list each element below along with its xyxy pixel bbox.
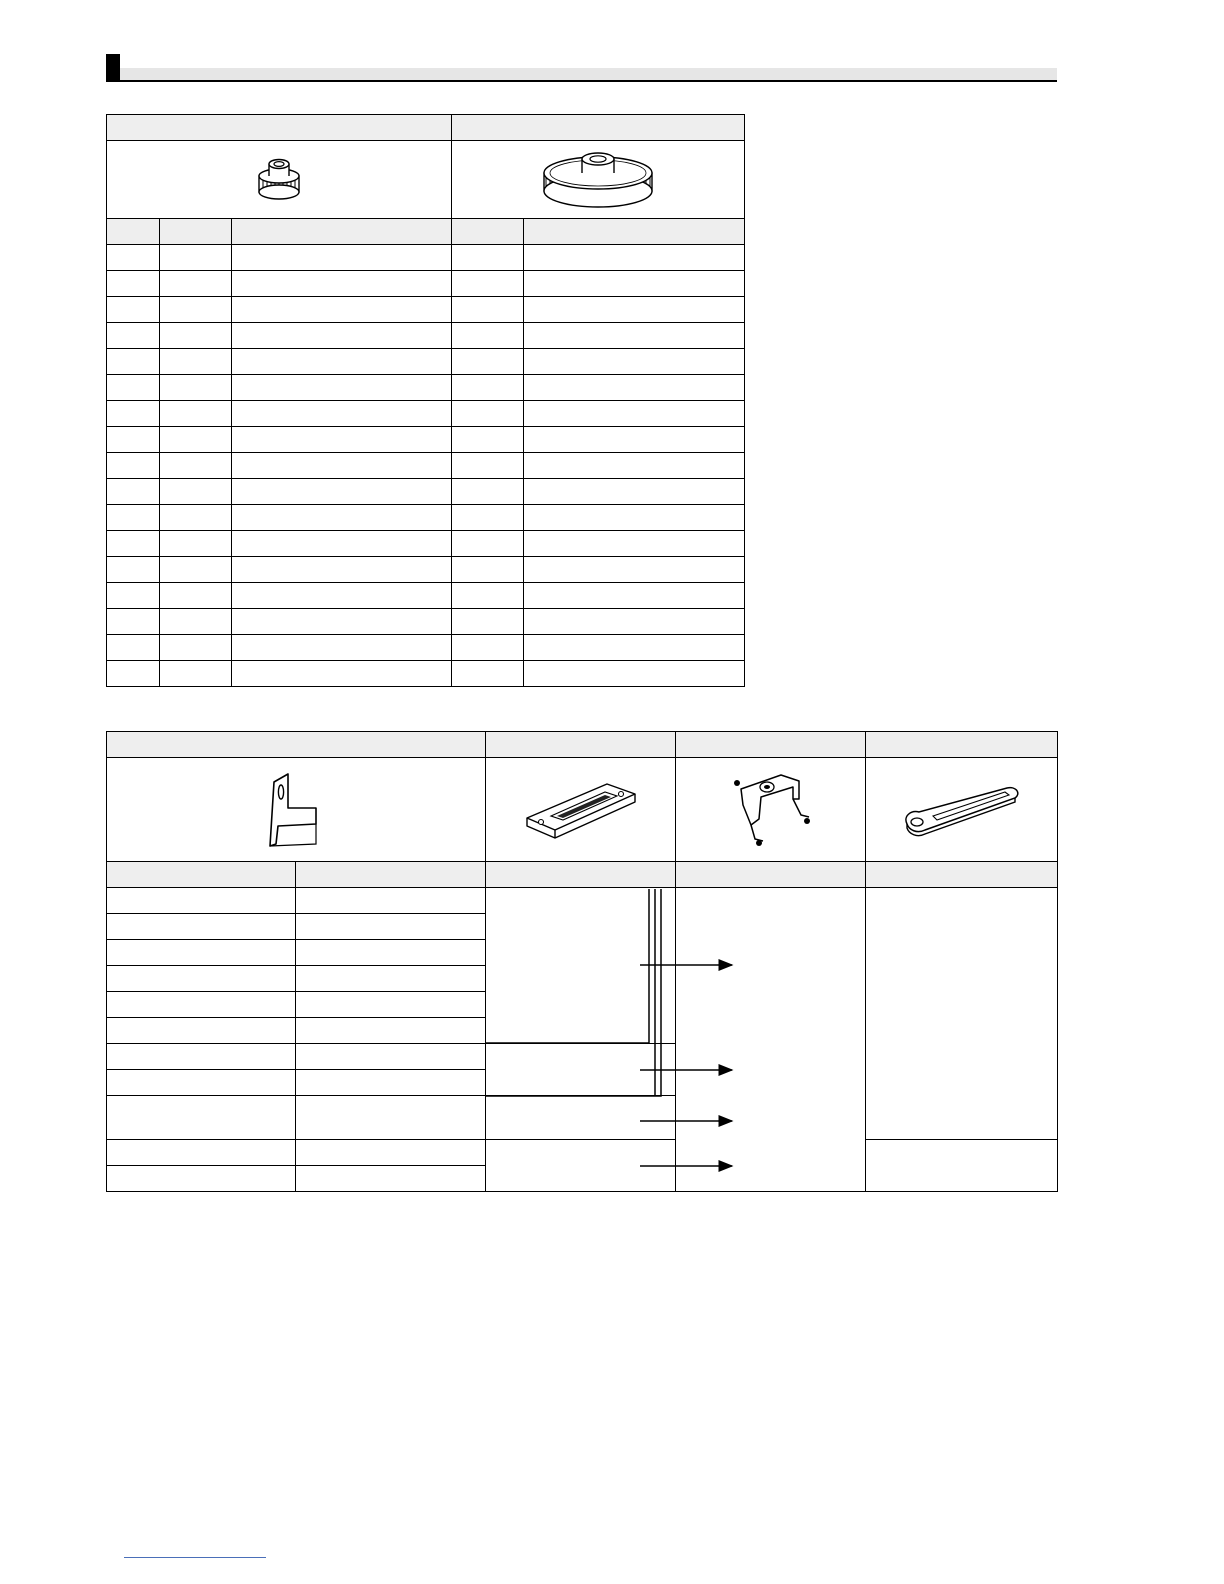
- plate-group-3: [486, 1096, 676, 1140]
- gear-row-14-col-2: [160, 583, 232, 609]
- gear-row-2-col-5: [524, 271, 745, 297]
- gear-row-8-col-2: [160, 427, 232, 453]
- knife-row-10-col-2: [296, 1140, 486, 1166]
- plate-group-2: [486, 1044, 676, 1096]
- gear-row-10-col-5: [524, 479, 745, 505]
- gear-row-12-col-2: [160, 531, 232, 557]
- gear-row-11-col-2: [160, 505, 232, 531]
- gear-row-14-col-5: [524, 583, 745, 609]
- gear-row-1-col-2: [160, 245, 232, 271]
- knife-row-8-col-2: [296, 1070, 486, 1096]
- gear-row-2-col-2: [160, 271, 232, 297]
- knife-row-3-col-2: [296, 940, 486, 966]
- feed-group-2: [866, 1140, 1058, 1192]
- gear-row-7-col-4: [452, 401, 524, 427]
- gear-row-13-col-5: [524, 557, 745, 583]
- gear-row-13-col-2: [160, 557, 232, 583]
- gear-table-row: [107, 531, 745, 557]
- gear-col-1: [107, 219, 160, 245]
- section-band: [120, 68, 1057, 80]
- large-gear-icon: [538, 147, 658, 213]
- knife-row-11-col-1: [107, 1166, 296, 1192]
- gear-row-14-col-4: [452, 583, 524, 609]
- parts-col-5: [866, 862, 1058, 888]
- gear-row-9-col-1: [107, 453, 160, 479]
- foot-group: [676, 888, 866, 1192]
- gear-row-2-col-4: [452, 271, 524, 297]
- gear-row-3-col-5: [524, 297, 745, 323]
- knife-row-2-col-2: [296, 914, 486, 940]
- gear-row-10-col-2: [160, 479, 232, 505]
- gear-header-left: [107, 115, 452, 141]
- knife-row-1-col-2: [296, 888, 486, 914]
- gear-row-16-col-4: [452, 635, 524, 661]
- throat-plate-icon: [521, 772, 641, 848]
- gear-row-3-col-2: [160, 297, 232, 323]
- gear-row-8-col-5: [524, 427, 745, 453]
- gear-row-1-col-3: [232, 245, 452, 271]
- parts-header-plate: [486, 732, 676, 758]
- presser-foot-cell: [676, 758, 866, 862]
- knife-row-2-col-1: [107, 914, 296, 940]
- gear-table-row: [107, 349, 745, 375]
- gear-row-15-col-5: [524, 609, 745, 635]
- gear-row-16-col-2: [160, 635, 232, 661]
- knife-row-8-col-1: [107, 1070, 296, 1096]
- knife-row-3-col-1: [107, 940, 296, 966]
- gear-table-row: [107, 401, 745, 427]
- gear-row-9-col-5: [524, 453, 745, 479]
- parts-table: [106, 731, 1058, 1192]
- gear-row-6-col-1: [107, 375, 160, 401]
- gear-row-7-col-2: [160, 401, 232, 427]
- gear-col-4: [452, 219, 524, 245]
- gear-row-15-col-3: [232, 609, 452, 635]
- gear-row-11-col-1: [107, 505, 160, 531]
- section-header: [106, 54, 1057, 82]
- gear-row-11-col-4: [452, 505, 524, 531]
- gear-row-14-col-1: [107, 583, 160, 609]
- gear-row-8-col-1: [107, 427, 160, 453]
- gear-table-row: [107, 297, 745, 323]
- gear-table-row: [107, 583, 745, 609]
- gear-row-5-col-3: [232, 349, 452, 375]
- gear-row-1-col-5: [524, 245, 745, 271]
- gear-row-7-col-1: [107, 401, 160, 427]
- knife-icon: [266, 768, 326, 852]
- gear-row-16-col-3: [232, 635, 452, 661]
- gear-row-10-col-3: [232, 479, 452, 505]
- gear-row-17-col-4: [452, 661, 524, 687]
- gear-row-6-col-4: [452, 375, 524, 401]
- knife-row-4-col-1: [107, 966, 296, 992]
- gear-table-row: [107, 479, 745, 505]
- knife-cell: [107, 758, 486, 862]
- gear-row-11-col-5: [524, 505, 745, 531]
- gear-row-4-col-5: [524, 323, 745, 349]
- gear-row-4-col-4: [452, 323, 524, 349]
- gear-row-8-col-3: [232, 427, 452, 453]
- gear-table-row: [107, 661, 745, 687]
- gear-row-5-col-5: [524, 349, 745, 375]
- feed-dog-icon: [897, 780, 1027, 840]
- gear-col-5: [524, 219, 745, 245]
- gear-row-5-col-4: [452, 349, 524, 375]
- knife-row-4-col-2: [296, 966, 486, 992]
- gear-table-row: [107, 505, 745, 531]
- parts-col-2: [296, 862, 486, 888]
- gear-row-17-col-1: [107, 661, 160, 687]
- gear-table-row: [107, 453, 745, 479]
- gear-row-6-col-5: [524, 375, 745, 401]
- gear-row-16-col-5: [524, 635, 745, 661]
- gear-row-14-col-3: [232, 583, 452, 609]
- gear-table-row: [107, 245, 745, 271]
- gear-table-row: [107, 375, 745, 401]
- feed-group-1: [866, 888, 1058, 1140]
- gear-row-9-col-3: [232, 453, 452, 479]
- gear-table-row: [107, 323, 745, 349]
- parts-col-4: [676, 862, 866, 888]
- presser-foot-icon: [721, 765, 821, 855]
- gear-row-7-col-3: [232, 401, 452, 427]
- gear-row-6-col-2: [160, 375, 232, 401]
- gear-row-8-col-4: [452, 427, 524, 453]
- gear-row-4-col-3: [232, 323, 452, 349]
- parts-header-knife: [107, 732, 486, 758]
- knife-row-6-col-1: [107, 1018, 296, 1044]
- gear-row-10-col-4: [452, 479, 524, 505]
- parts-col-3: [486, 862, 676, 888]
- gear-row-12-col-3: [232, 531, 452, 557]
- gear-row-15-col-2: [160, 609, 232, 635]
- gear-row-4-col-1: [107, 323, 160, 349]
- knife-row-1-col-1: [107, 888, 296, 914]
- knife-row-9-col-1: [107, 1096, 296, 1140]
- parts-header-feed: [866, 732, 1058, 758]
- section-marker: [106, 54, 120, 82]
- section-rule: [120, 80, 1057, 82]
- throat-plate-cell: [486, 758, 676, 862]
- gear-col-3: [232, 219, 452, 245]
- gear-row-17-col-2: [160, 661, 232, 687]
- gear-row-2-col-3: [232, 271, 452, 297]
- gear-row-16-col-1: [107, 635, 160, 661]
- gear-row-5-col-2: [160, 349, 232, 375]
- knife-row-6-col-2: [296, 1018, 486, 1044]
- knife-row-10-col-1: [107, 1140, 296, 1166]
- gear-table-row: [107, 557, 745, 583]
- gear-row-15-col-4: [452, 609, 524, 635]
- small-gear-cell: [107, 141, 452, 219]
- gear-table-row: [107, 271, 745, 297]
- gear-row-12-col-1: [107, 531, 160, 557]
- gear-row-7-col-5: [524, 401, 745, 427]
- gear-row-15-col-1: [107, 609, 160, 635]
- knife-row-9-col-2: [296, 1096, 486, 1140]
- large-gear-cell: [452, 141, 745, 219]
- gear-row-17-col-5: [524, 661, 745, 687]
- gear-row-17-col-3: [232, 661, 452, 687]
- knife-row-7-col-2: [296, 1044, 486, 1070]
- gear-row-1-col-1: [107, 245, 160, 271]
- feed-dog-cell: [866, 758, 1058, 862]
- gear-row-2-col-1: [107, 271, 160, 297]
- knife-row-5-col-1: [107, 992, 296, 1018]
- gear-row-11-col-3: [232, 505, 452, 531]
- gear-row-9-col-2: [160, 453, 232, 479]
- gear-table-row: [107, 635, 745, 661]
- gear-row-10-col-1: [107, 479, 160, 505]
- gear-row-9-col-4: [452, 453, 524, 479]
- gear-table-row: [107, 609, 745, 635]
- parts-header-foot: [676, 732, 866, 758]
- gear-row-13-col-1: [107, 557, 160, 583]
- gear-table: [106, 114, 745, 687]
- gear-header-right: [452, 115, 745, 141]
- gear-table-row: [107, 427, 745, 453]
- gear-row-3-col-4: [452, 297, 524, 323]
- gear-row-1-col-4: [452, 245, 524, 271]
- gear-row-5-col-1: [107, 349, 160, 375]
- knife-row-11-col-2: [296, 1166, 486, 1192]
- parts-col-1: [107, 862, 296, 888]
- gear-row-4-col-2: [160, 323, 232, 349]
- gear-row-3-col-1: [107, 297, 160, 323]
- plate-group-4: [486, 1140, 676, 1192]
- gear-row-6-col-3: [232, 375, 452, 401]
- plate-group-1: [486, 888, 676, 1044]
- small-gear-icon: [249, 150, 309, 210]
- gear-row-13-col-4: [452, 557, 524, 583]
- gear-col-2: [160, 219, 232, 245]
- gear-row-12-col-5: [524, 531, 745, 557]
- gear-row-3-col-3: [232, 297, 452, 323]
- gear-row-12-col-4: [452, 531, 524, 557]
- footer-rule: [124, 1557, 266, 1558]
- gear-row-13-col-3: [232, 557, 452, 583]
- knife-row-5-col-2: [296, 992, 486, 1018]
- knife-row-7-col-1: [107, 1044, 296, 1070]
